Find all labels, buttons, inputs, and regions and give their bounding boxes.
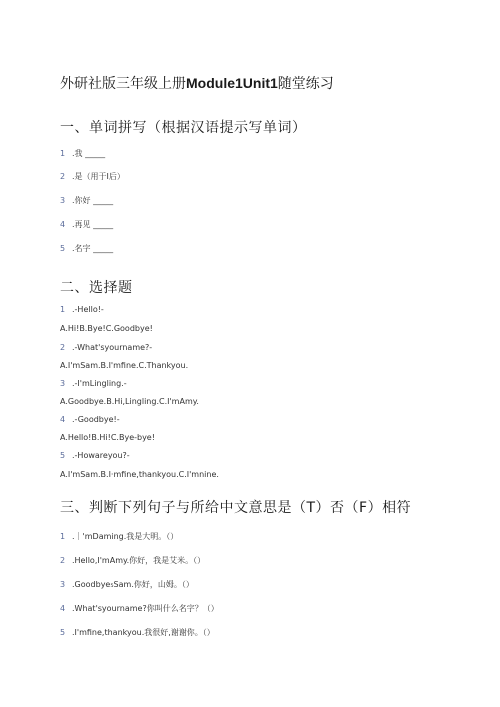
section2-options-4: A.Hello!B.Hi!C.Bye-bye! — [60, 433, 155, 442]
section2-question-2: 2 .-What'syourname?- — [60, 343, 153, 352]
section2-heading: 二、选择题 — [60, 280, 133, 296]
section3-heading: 三、判断下列句子与所给中文意思是（T）否（F）相符 — [60, 500, 412, 516]
section2-options-3: A.Goodbye.B.Hi,Lingling.C.I'mAmy. — [60, 397, 199, 406]
section2-question-4: 4 .-Goodbye!- — [60, 415, 120, 424]
title-module: Module1Unit1 — [186, 75, 278, 91]
section3-question-3: 3 .Goodbye₅Sam.你好，山姆。（） — [60, 580, 194, 589]
section2-options-1: A.Hi!B.Bye!C.Goodbye! — [60, 324, 153, 333]
section3-question-2: 2 .Hello,I'mAmy.你好，我是艾米。（） — [60, 556, 206, 565]
section3-question-4: 4 .What'syourname?你叫什么名字？（） — [60, 604, 219, 613]
section1-question-2: 2 .是（用于I后） — [60, 172, 125, 181]
section1-question-5: 5 .名字 _____ — [60, 244, 114, 253]
section2-question-3: 3 .-I'mLingling.- — [60, 379, 127, 388]
title-prefix: 外研社版三年级上册 — [60, 76, 186, 92]
section2-question-1: 1 .-Hello!- — [60, 305, 104, 314]
section3-question-5: 5 .I'mfine,thankyou.我很好,谢谢你。（） — [60, 628, 215, 637]
section3-question-1: 1 .｜'mDaming.我是大明。（） — [60, 532, 179, 541]
section1-question-4: 4 .再见 _____ — [60, 220, 114, 229]
document-title — [60, 73, 334, 93]
section1-question-3: 3 .你好 _____ — [60, 196, 114, 205]
section1-heading: 一、单词拼写（根据汉语提示写单词） — [60, 120, 307, 136]
title-suffix: 随堂练习 — [277, 76, 334, 92]
section2-options-2: A.I'mSam.B.I'mfine.C.Thankyou. — [60, 361, 189, 370]
section2-question-5: 5 .-Howareyou?- — [60, 451, 130, 460]
section1-question-1: 1 .我 _____ — [60, 149, 106, 158]
section2-options-5: A.I'mSam.B.I·mfine,thankyou.C.I'mnine. — [60, 470, 219, 479]
